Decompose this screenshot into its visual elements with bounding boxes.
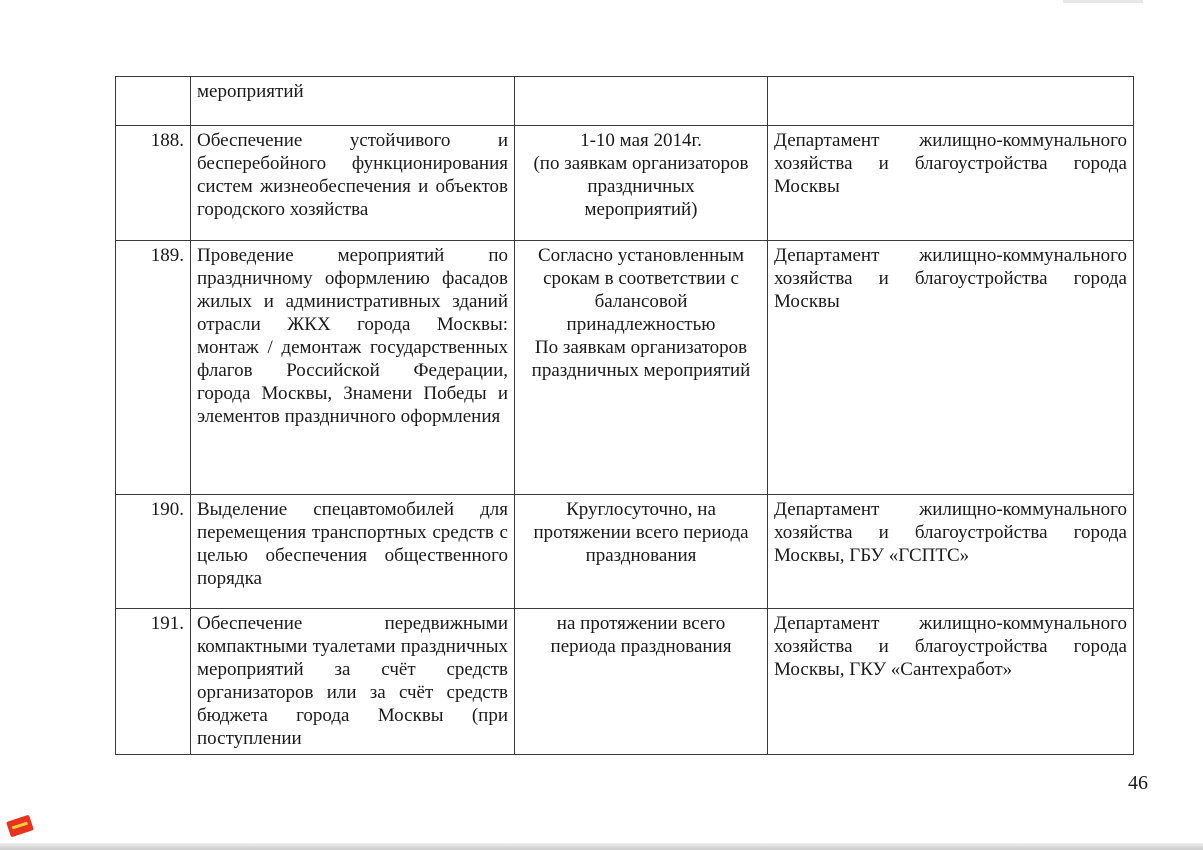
date-cell	[515, 495, 768, 609]
department-cell: Департамент жилищно-коммунального хозяйства и благоустройства города Москвы	[768, 241, 1134, 495]
date-line: мероприятий)	[584, 199, 698, 220]
date-line: протяжении всего периода	[533, 522, 749, 543]
date-line: Согласно установленным	[537, 245, 745, 266]
date-line: По заявкам организаторов	[534, 337, 748, 358]
department-cell: Департамент жилищно-коммунального хозяйства и благоустройства города Москвы	[768, 126, 1134, 241]
activity-cell: мероприятий	[191, 77, 515, 126]
date-line: принадлежностью	[566, 314, 716, 335]
table-row	[116, 77, 1134, 126]
scan-mark	[1063, 0, 1143, 3]
table-row	[116, 241, 1134, 495]
activity-cell: Обеспечение передвижными компактными туалетами праздничных мероприятий за счёт средств организаторов или за счёт средств бюджета города Москвы (при поступлении	[191, 609, 515, 755]
date-cell	[515, 609, 768, 755]
date-line: празднования	[585, 545, 697, 566]
scan-edge	[0, 843, 1203, 850]
date-line: балансовой	[594, 291, 688, 312]
date-line: на протяжении всего	[556, 613, 726, 634]
row-number	[116, 77, 191, 126]
date-line: срокам в соответствии с	[543, 268, 739, 289]
page-number: 46	[1128, 772, 1148, 794]
date-line: периода празднования	[550, 636, 732, 657]
table-row	[116, 495, 1134, 609]
row-number: 190.	[116, 495, 191, 609]
date-cell	[515, 126, 768, 241]
date-line: Круглосуточно, на	[566, 499, 716, 520]
department-cell: Департамент жилищно-коммунального хозяйства и благоустройства города Москвы, ГКУ «Сантехработ»	[768, 609, 1134, 755]
row-number: 188.	[116, 126, 191, 241]
date-cell	[515, 241, 768, 495]
events-table	[115, 76, 1134, 755]
table-row	[116, 126, 1134, 241]
date-cell	[515, 77, 768, 126]
department-cell: Департамент жилищно-коммунального хозяйства и благоустройства города Москвы, ГБУ «ГСПТС»	[768, 495, 1134, 609]
activity-cell: Обеспечение устойчивого и бесперебойного функционирования систем жизнеобеспечения и объектов городского хозяйства	[191, 126, 515, 241]
table-row	[116, 609, 1134, 755]
date-line: праздничных мероприятий	[531, 360, 751, 381]
department-cell	[768, 77, 1134, 126]
activity-cell: Выделение спецавтомобилей для перемещения транспортных средств с целью обеспечения общественного порядка	[191, 495, 515, 609]
date-line: праздничных	[587, 176, 695, 197]
row-number: 191.	[116, 609, 191, 755]
corner-logo-icon	[6, 815, 34, 838]
activity-cell: Проведение мероприятий по праздничному оформлению фасадов жилых и административных зданий отрасли ЖКХ города Москвы: монтаж / демонтаж государственных флагов Российской Федерации, города Москвы, Знамени Победы и элементов праздничного оформления	[191, 241, 515, 495]
row-number: 189.	[116, 241, 191, 495]
date-line: (по заявкам организаторов	[533, 153, 749, 174]
date-line: 1-10 мая 2014г.	[580, 130, 702, 151]
